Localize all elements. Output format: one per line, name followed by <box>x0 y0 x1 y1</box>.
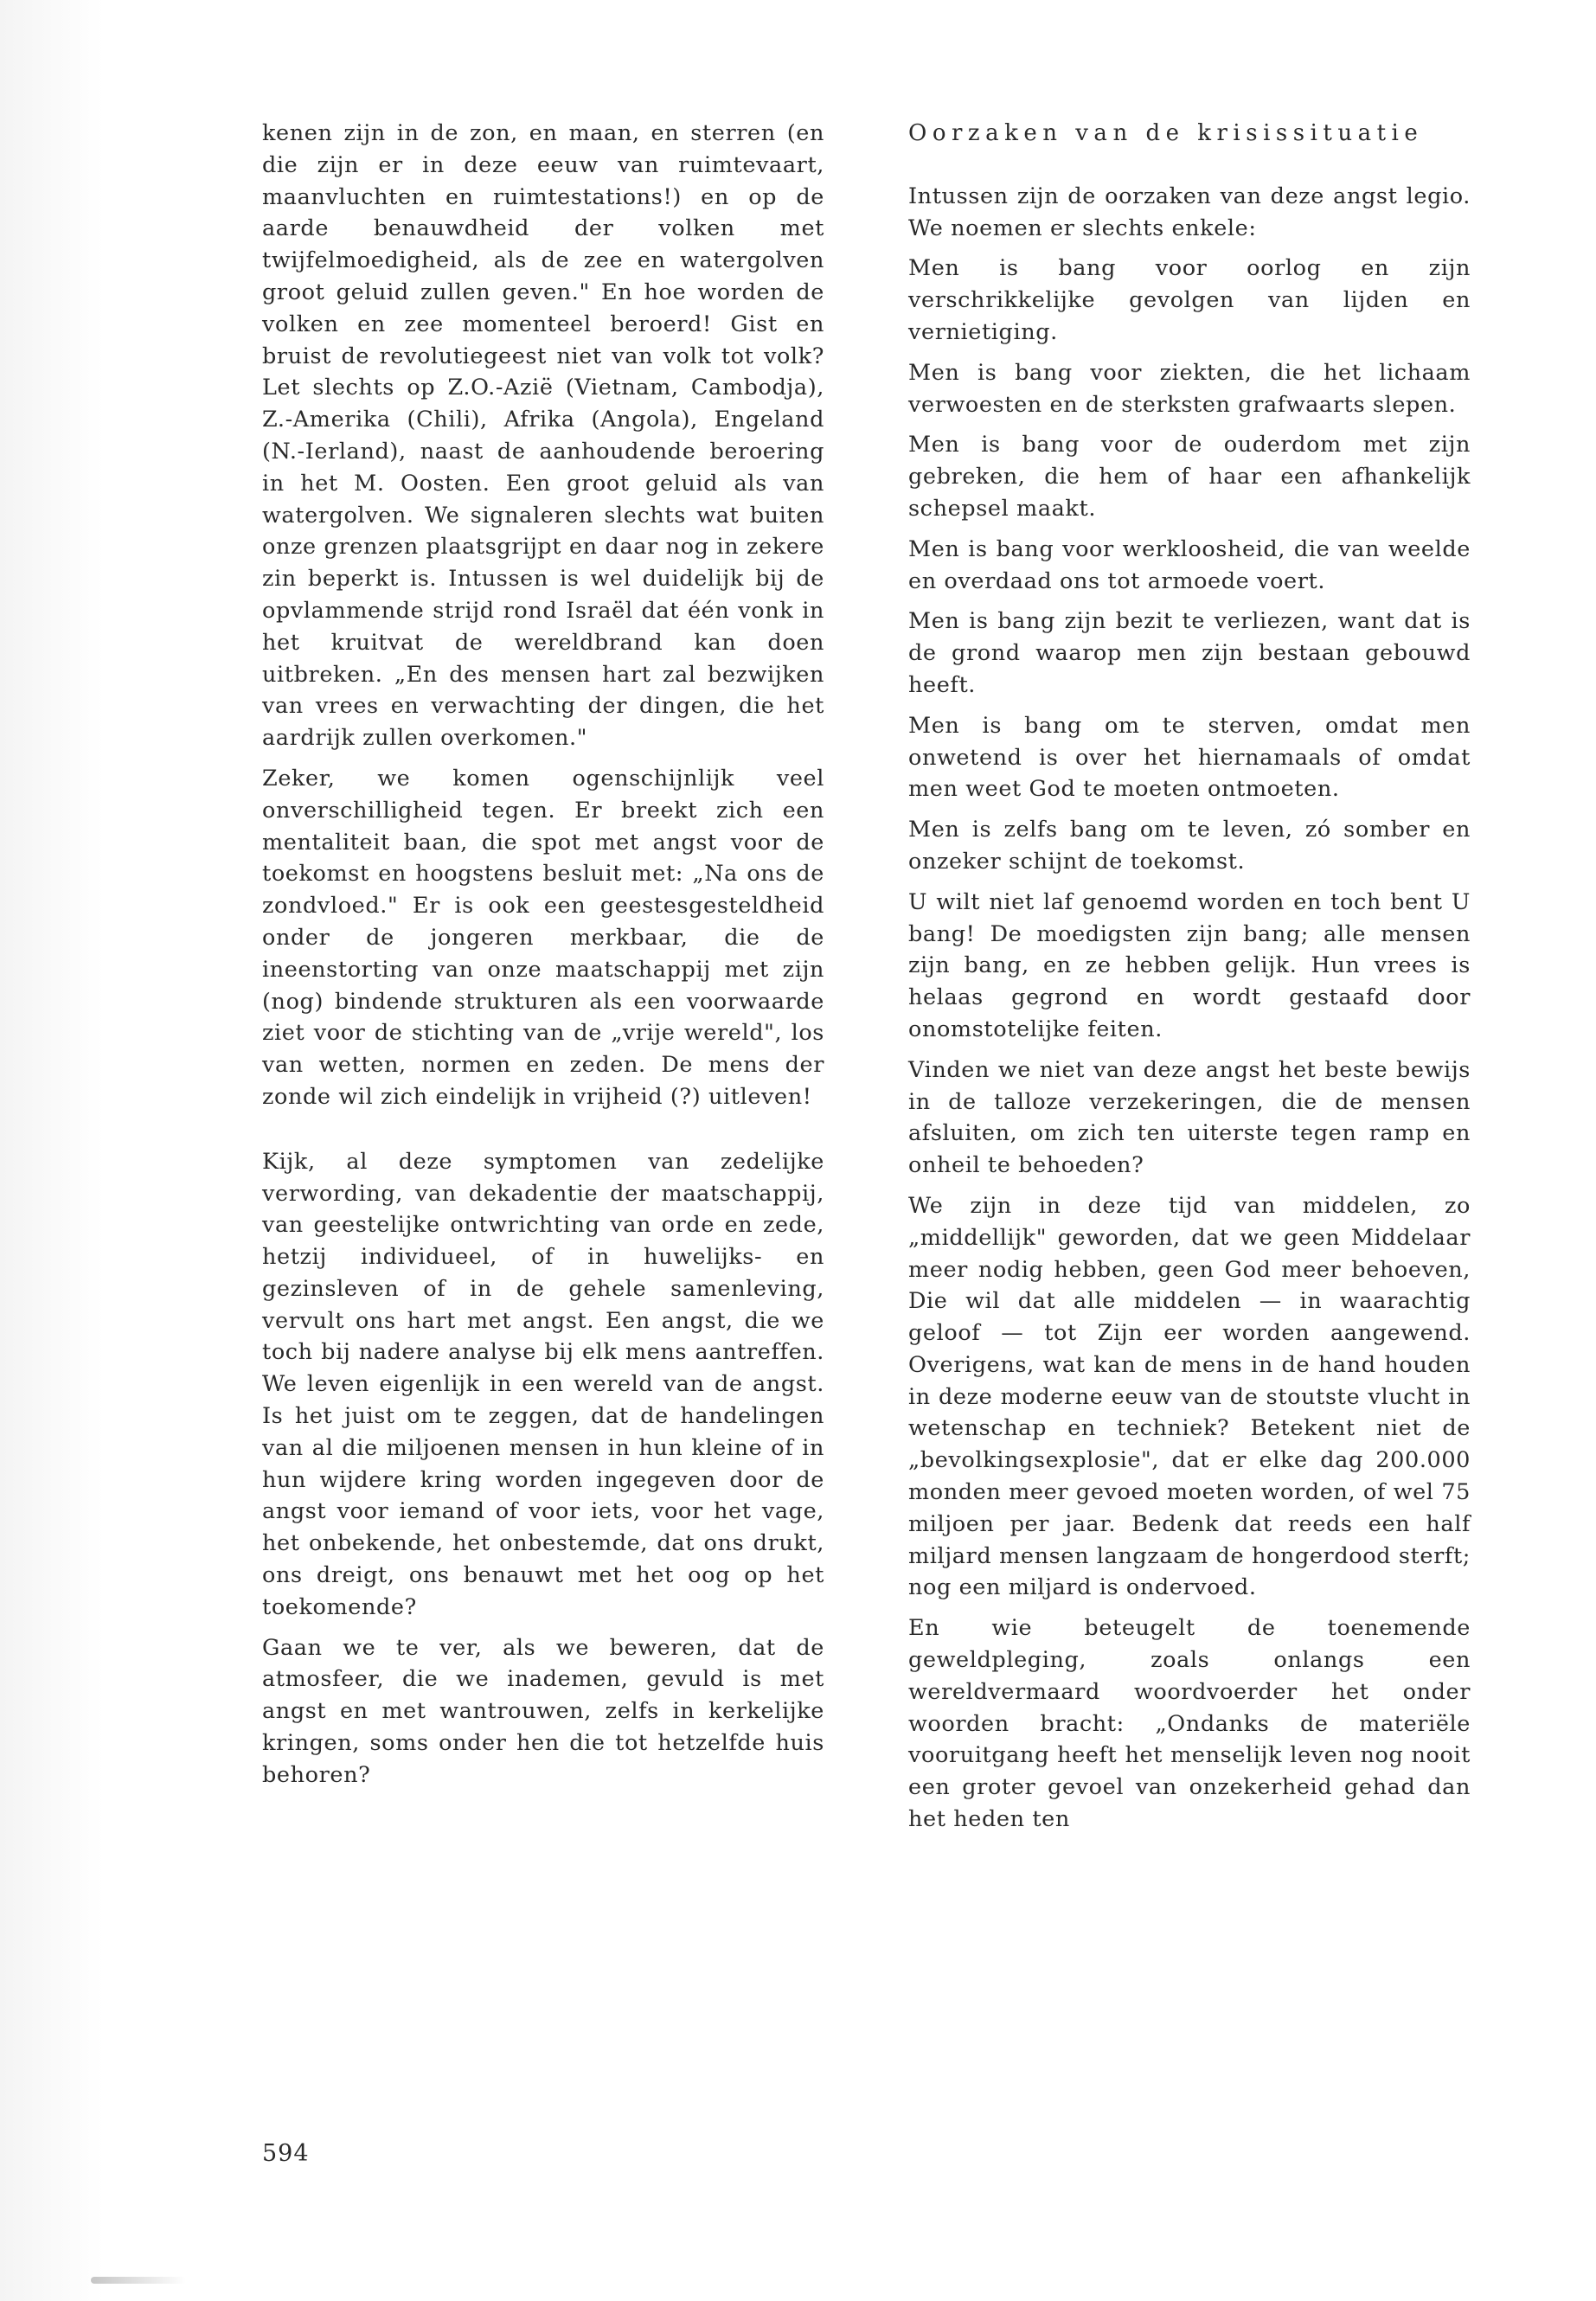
right-paragraph-8: Men is zelfs bang om te leven, zó somber en onzeker schijnt de toekomst. <box>908 817 1471 875</box>
right-paragraph-2: Men is bang voor oorlog en zijn verschrikkelijke gevolgen van lijden en vernietiging. <box>908 255 1471 345</box>
right-paragraph-3: Men is bang voor ziekten, die het lichaam verwoesten en de sterksten grafwaarts slepen. <box>908 359 1471 418</box>
section-heading: Oorzaken van de krisissituatie <box>908 120 1424 146</box>
right-paragraph-9: U wilt niet laf genoemd worden en toch bent U bang! De moedigsten zijn bang; alle mensen zijn bang, en ze hebben gelijk. Hun vrees is helaas gegrond en wordt gestaafd door onomstotelijke feiten. <box>908 888 1471 1042</box>
right-paragraph-5: Men is bang voor werkloosheid, die van weelde en overdaad ons tot armoede voert. <box>908 535 1471 594</box>
left-paragraph-3: Kijk, al deze symptomen van zedelijke verwording, van dekadentie der maatschappij, van geestelijke ontwrichting van orde en zede, hetzij individueel, of in huwelijks- en gezinsleven of in de gehele samenleving, vervult ons hart met angst. Een angst, die we toch bij nadere analyse bij elk mens aantreffen. We leven eigenlijk in een wereld van de angst. Is het juist om te zeggen, dat de handelingen van al die miljoenen mensen in hun kleine of in hun wijdere kring worden ingegeven door de angst voor iemand of voor iets, voor het vage, het onbekende, het onbestemde, dat ons drukt, ons dreigt, ons benauwt met het oog op het toekomende? <box>262 1148 824 1620</box>
right-column <box>908 118 1471 1844</box>
right-paragraph-11: We zijn in deze tijd van middelen, zo „middellijk" geworden, dat we geen Middelaar meer nodig hebben, geen God meer behoeven, Die wil dat alle middelen — in waarachtig geloof — tot Zijn eer worden aangewend. Overigens, wat kan de mens in de hand houden in deze moderne eeuw van de stoutste vlucht in wetenschap en techniek? Betekent niet de „bevolkingsexplosie", dat er elke dag 200.000 monden meer gevoed moeten worden, of wel 75 miljoen per jaar. Bedenk dat reeds een half miljard mensen langzaam de hongerdood sterft; nog een miljard is ondervoed. <box>908 1192 1471 1601</box>
left-column <box>262 118 824 1800</box>
right-paragraph-4: Men is bang voor de ouderdom met zijn gebreken, die hem of haar een afhankelijk schepsel maakt. <box>908 432 1471 522</box>
right-paragraph-10: Vinden we niet van deze angst het beste bewijs in de talloze verzekeringen, die de mensen afsluiten, om zich ten uiterste tegen ramp en onheil te behoeden? <box>908 1056 1471 1179</box>
left-paragraph-1: kenen zijn in de zon, en maan, en sterren (en die zijn er in deze eeuw van ruimtevaart, maanvluchten en ruimtestations!) en op de aarde benauwdheid der volken met twijfelmoedigheid, als de zee en watergolven groot geluid zullen geven." En hoe worden de volken en zee momenteel beroerd! Gist en bruist de revolutiegeest niet van volk tot volk? Let slechts op Z.O.-Azië (Vietnam, Cambodja), Z.-Amerika (Chili), Afrika (Angola), Engeland (N.-Ierland), naast de aanhoudende beroering in het M. Oosten. Een groot geluid als van watergolven. We signaleren slechts wat buiten onze grenzen plaatsgrijpt en daar nog in zekere zin beperkt is. Intussen is wel duidelijk bij de opvlammende strijd rond Israël dat één vonk in het kruitvat de wereldbrand kan doen uitbreken. „En des mensen hart zal bezwijken van vrees en verwachting der dingen, die het aardrijk zullen overkomen." <box>262 120 824 752</box>
left-paragraph-4: Gaan we te ver, als we beweren, dat de atmosfeer, die we inademen, gevuld is met angst en met wantrouwen, zelfs in kerkelijke kringen, soms onder hen die tot hetzelfde huis behoren? <box>262 1634 824 1788</box>
right-paragraph-12: En wie beteugelt de toenemende geweldpleging, zoals onlangs een wereldvermaard woordvoerder het onder woorden bracht: „Ondanks de materiële vooruitgang heeft het menselijk leven nog nooit een groter gevoel van onzekerheid gehad dan het heden ten <box>908 1615 1471 1833</box>
left-paragraph-2: Zeker, we komen ogenschijnlijk veel onverschilligheid tegen. Er breekt zich een mentaliteit baan, die spot met angst voor de toekomst en hoogstens besluit met: „Na ons de zondvloed." Er is ook een geestesgesteldheid onder de jongeren merkbaar, die de ineenstorting van onze maatschappij met zijn (nog) bindende strukturen als een voorwaarde ziet voor de stichting van de „vrije wereld", los van wetten, normen en zeden. De mens der zonde wil zich eindelijk in vrijheid (?) uitleven! <box>262 765 824 1110</box>
page-number: 594 <box>262 2140 310 2167</box>
right-paragraph-7: Men is bang om te sterven, omdat men onwetend is over het hiernamaals of omdat men weet God te moeten ontmoeten. <box>908 712 1471 803</box>
right-paragraph-1: Intussen zijn de oorzaken van deze angst legio. We noemen er slechts enkele: <box>908 183 1471 241</box>
right-paragraph-6: Men is bang zijn bezit te verliezen, want dat is de grond waarop men zijn bestaan gebouwd heeft. <box>908 608 1471 698</box>
scan-smudge <box>91 2277 186 2284</box>
